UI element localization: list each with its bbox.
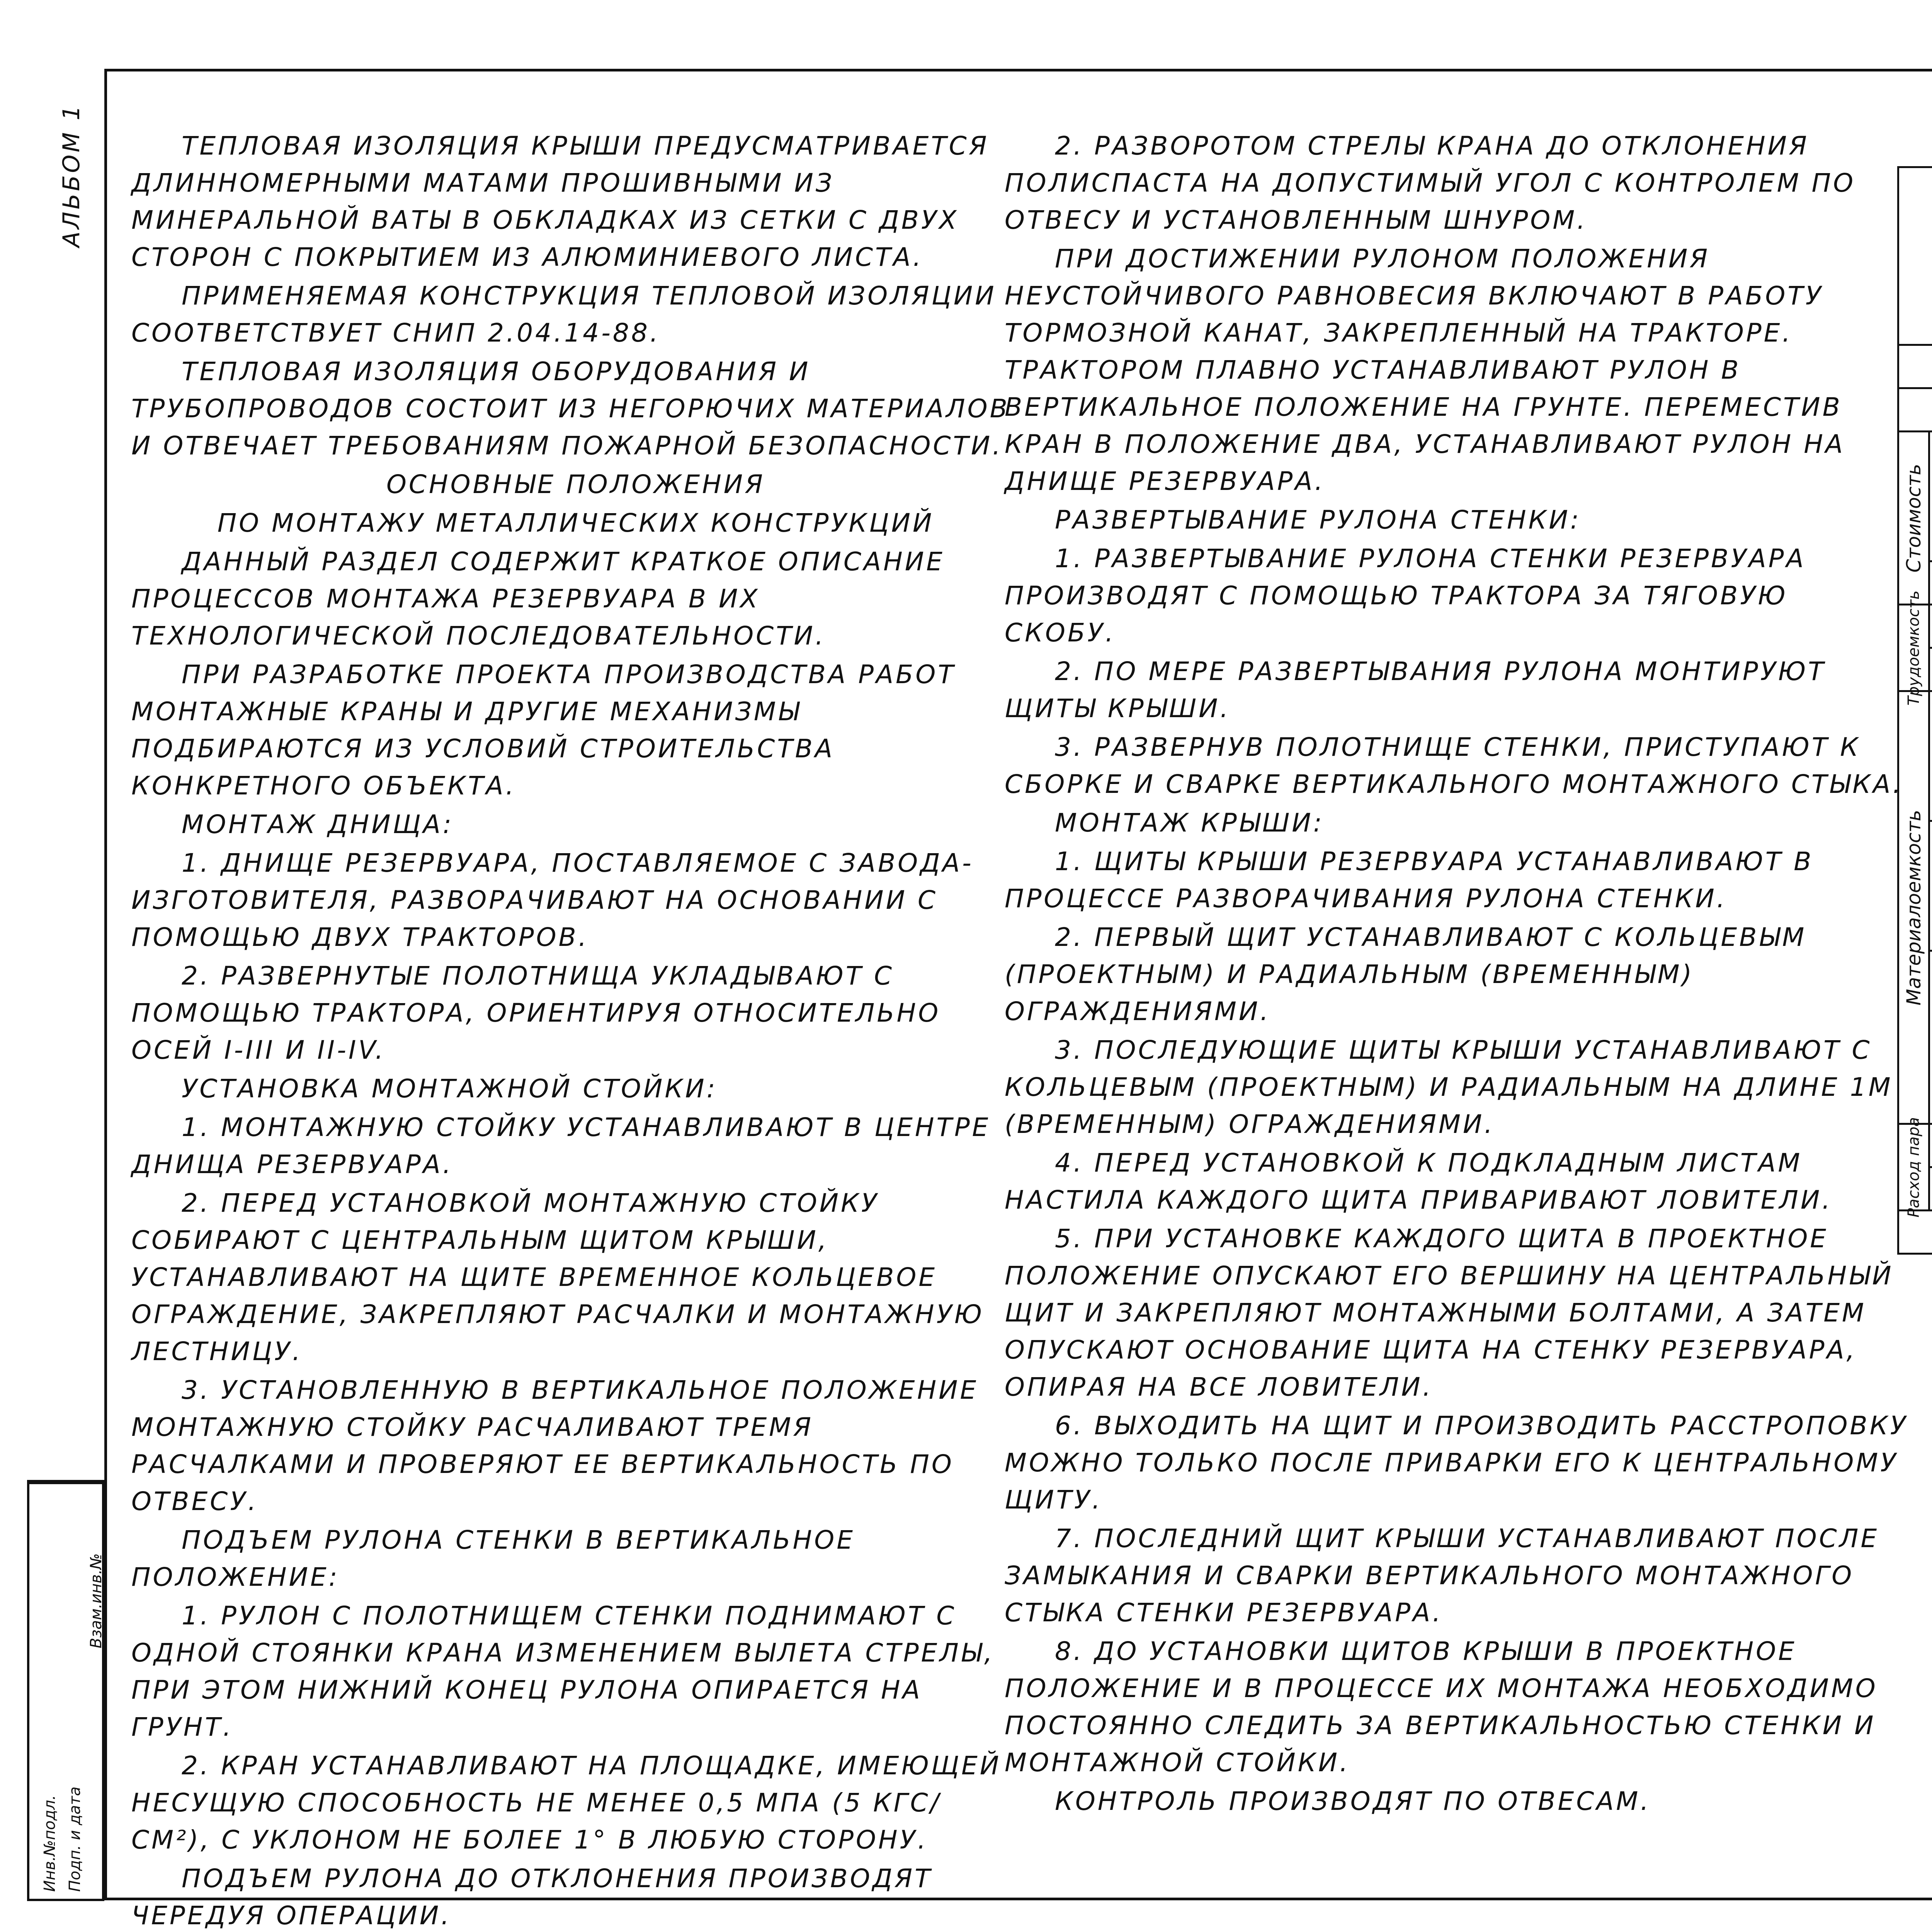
left-approval-stamp [27,1480,104,1901]
paragraph: 1. ЩИТЫ КРЫШИ РЕЗЕРВУАРА УСТАНАВЛИВАЮТ В ПРОЦЕССЕ РАЗВОРАЧИВАНИЯ РУЛОНА СТЕНКИ. [1005,847,1814,913]
header-name [1898,167,1932,345]
paragraph: 1. МОНТАЖНУЮ СТОЙКУ УСТАНАВЛИВАЮТ В ЦЕНТРЕ ДНИЩА РЕЗЕРВУАРА. [131,1112,991,1179]
stamp-podp-data: Подп. и дата [66,1786,84,1892]
text-column-left [131,128,1020,1932]
paragraph: 5. ПРИ УСТАНОВКЕ КАЖДОГО ЩИТА В ПРОЕКТНОЕ ПОЛОЖЕНИЕ ОПУСКАЮТ ЕГО ВЕРШИНУ НА ЦЕНТРАЛЬНЫЙ ЩИТ И ЗАКРЕПЛЯЮТ МОНТАЖНЫМИ БОЛТАМИ, А ЗАТЕМ ОПУСКАЮТ ОСНОВАНИЕ ЩИТА НА СТЕНКУ РЕЗЕРВУАРА, ОПИРАЯ НА ВСЕ ЛОВИТЕЛИ. [1005,1224,1894,1402]
paragraph: 2. ПЕРЕД УСТАНОВКОЙ МОНТАЖНУЮ СТОЙКУ СОБИРАЮТ С ЦЕНТРАЛЬНЫМ ЩИТОМ КРЫШИ, УСТАНАВЛИВАЮТ НА ЩИТЕ ВРЕМЕННОЕ КОЛЬЦЕВОЕ ОГРАЖДЕНИЕ, ЗАКРЕПЛЯЮТ РАСЧАЛКИ И МОНТАЖНУЮ ЛЕСТНИЦУ. [131,1188,984,1366]
row-steam-year [1929,1167,1932,1211]
row-steam-calc [1929,1124,1932,1167]
group-concrete [1929,951,1932,1124]
paragraph: ПОДЪЕМ РУЛОНА ДО ОТКЛОНЕНИЯ ПРОИЗВОДЯТ ЧЕРЕДУЯ ОПЕРАЦИИ. [131,1864,933,1930]
stamp-inv-podl: Инв.№подл. [41,1795,59,1892]
paragraph: КОНТРОЛЬ ПРОИЗВОДЯТ ПО ОТВЕСАМ. [1055,1786,1651,1816]
paragraph: 2. РАЗВЕРНУТЫЕ ПОЛОТНИЩА УКЛАДЫВАЮТ С ПОМОЩЬЮ ТРАКТОРА, ОРИЕНТИРУЯ ОТНОСИТЕЛЬНО ОСЕЙ I-III И II-IV. [131,961,941,1065]
text-column-right [1005,128,1909,1821]
group-steam: Расход пара [1898,1124,1929,1211]
paragraph: 3. УСТАНОВЛЕННУЮ В ВЕРТИКАЛЬНОЕ ПОЛОЖЕНИЕ МОНТАЖНУЮ СТОЙКУ РАСЧАЛИВАЮТ ТРЕМЯ РАСЧАЛКАМИ И ПРОВЕРЯЮТ ЕЕ ВЕРТИКАЛЬНОСТЬ ПО ОТВЕСУ. [131,1375,979,1516]
paragraph: 1. РАЗВЕРТЫВАНИЕ РУЛОНА СТЕНКИ РЕЗЕРВУАРА ПРОИЗВОДЯТ С ПОМОЩЬЮ ТРАКТОРА ЗА ТЯГОВУЮ СКОБУ. [1005,544,1806,648]
paragraph: 4. ПЕРЕД УСТАНОВКОЙ К ПОДКЛАДНЫМ ЛИСТАМ НАСТИЛА КАЖДОГО ЩИТА ПРИВАРИВАЮТ ЛОВИТЕЛИ. [1005,1148,1833,1215]
group-labor: Трудоемкость [1898,605,1929,691]
paragraph: МОНТАЖ КРЫШИ: [1055,808,1324,838]
paragraph: 7. ПОСЛЕДНИЙ ЩИТ КРЫШИ УСТАНАВЛИВАЮТ ПОСЛЕ ЗАМЫКАНИЯ И СВАРКИ ВЕРТИКАЛЬНОГО МОНТАЖНОГО СТЫКА СТЕНКИ РЕЗЕРВУАРА. [1005,1524,1879,1628]
table-row [1898,1124,1932,1167]
group-cost: Стоимость [1898,432,1929,605]
table-row [1898,691,1932,735]
paragraph: ПРИМЕНЯЕМАЯ КОНСТРУКЦИЯ ТЕПЛОВОЙ ИЗОЛЯЦИИ СООТВЕТСТВУЕТ СНИП 2.04.14-88. [131,281,997,348]
table-header-row [1898,167,1932,345]
paragraph: 2. ПО МЕРЕ РАЗВЕРТЫВАНИЯ РУЛОНА МОНТИРУЮТ ЩИТЫ КРЫШИ. [1005,656,1826,723]
table-row [1898,345,1932,388]
paragraph: УСТАНОВКА МОНТАЖНОЙ СТОЙКИ: [182,1074,718,1104]
paragraph: ПО МОНТАЖУ МЕТАЛЛИЧЕСКИХ КОНСТРУКЦИЙ [217,508,934,538]
paragraph: ПРИ ДОСТИЖЕНИИ РУЛОНОМ ПОЛОЖЕНИЯ НЕУСТОЙЧИВОГО РАВНОВЕСИЯ ВКЛЮЧАЮТ В РАБОТУ ТОРМОЗНОЙ КАНАТ, ЗАКРЕПЛЕННЫЙ НА ТРАКТОРЕ. ТРАКТОРОМ ПЛАВНО УСТАНАВЛИВАЮТ РУЛОН В ВЕРТИКАЛЬНОЕ ПОЛОЖЕНИЕ НА ГРУНТЕ. ПЕРЕМЕСТИВ КРАН В ПОЛОЖЕНИЕ ДВА, УСТАНАВЛИВАЮТ РУЛОН НА ДНИЩЕ РЕЗЕРВУАРА. [1005,244,1845,496]
paragraph: ПОДЪЕМ РУЛОНА СТЕНКИ В ВЕРТИКАЛЬНОЕ ПОЛОЖЕНИЕ: [131,1525,855,1592]
row-unit-capacity [1898,345,1932,388]
row-cost-cond [1929,561,1932,605]
paragraph: ТЕПЛОВАЯ ИЗОЛЯЦИЯ ОБОРУДОВАНИЯ И ТРУБОПРОВОДОВ СОСТОИТ ИЗ НЕГОРЮЧИХ МАТЕРИАЛОВ И ОТВЕЧАЕТ ТРЕБОВАНИЯМ ПОЖАРНОЙ БЕЗОПАСНОСТИ. [131,357,1010,461]
paragraph: 1. РУЛОН С ПОЛОТНИЩЕМ СТЕНКИ ПОДНИМАЮТ С ОДНОЙ СТОЯНКИ КРАНА ИЗМЕНЕНИЕМ ВЫЛЕТА СТРЕЛЫ, ПРИ ЭТОМ НИЖНИЙ КОНЕЦ РУЛОНА ОПИРАЕТСЯ НА ГРУНТ. [131,1601,995,1742]
paragraph: МОНТАЖ ДНИЩА: [182,810,454,839]
stamp-vzam-inv: Взам.инв.№ [87,1553,105,1648]
group-cost-sub [1929,432,1932,561]
paragraph: ТЕПЛОВАЯ ИЗОЛЯЦИЯ КРЫШИ ПРЕДУСМАТРИВАЕТСЯ ДЛИННОМЕРНЫМИ МАТАМИ ПРОШИВНЫМИ ИЗ МИНЕРАЛЬНОЙ ВАТЫ В ОБКЛАДКАХ ИЗ СЕТКИ С ДВУХ СТОРОН С ПОКРЫТИЕМ ИЗ АЛЮМИНИЕВОГО ЛИСТА. [131,131,989,272]
table-row [1898,388,1932,432]
paragraph: ДАННЫЙ РАЗДЕЛ СОДЕРЖИТ КРАТКОЕ ОПИСАНИЕ ПРОЦЕССОВ МОНТАЖА РЕЗЕРВУАРА В ИХ ТЕХНОЛОГИЧЕСКОЙ ПОСЛЕДОВАТЕЛЬНОСТИ. [131,547,945,651]
paragraph: ПРИ РАЗРАБОТКЕ ПРОЕКТА ПРОИЗВОДСТВА РАБОТ МОНТАЖНЫЕ КРАНЫ И ДРУГИЕ МЕХАНИЗМЫ ПОДБИРАЮТСЯ ИЗ УСЛОВИЙ СТРОИТЕЛЬСТВА КОНКРЕТНОГО ОБЪЕКТА. [131,660,956,801]
group-steel [1929,821,1932,951]
paragraph: 2. ПЕРВЫЙ ЩИТ УСТАНАВЛИВАЮТ С КОЛЬЦЕВЫМ (ПРОЕКТНЫМ) И РАДИАЛЬНЫМ (ВРЕМЕННЫМ) ОГРАЖДЕНИЯМИ. [1005,922,1807,1026]
paragraph: 2. КРАН УСТАНАВЛИВАЮТ НА ПЛОЩАДКЕ, ИМЕЮЩЕЙ НЕСУЩУЮ СПОСОБНОСТЬ НЕ МЕНЕЕ 0,5 МПА (5 КГС/СМ²), С УКЛОНОМ НЕ БОЛЕЕ 1° В ЛЮБУЮ СТОРОНУ. [131,1751,1002,1855]
group-cement [1929,691,1932,821]
table-row [1898,605,1932,648]
indicators-table [1897,166,1932,1255]
table-title [1920,102,1932,129]
row-labor-norm [1929,605,1932,648]
paragraph: 2. РАЗВОРОТОМ СТРЕЛЫ КРАНА ДО ОТКЛОНЕНИЯ ПОЛИСПАСТА НА ДОПУСТИМЫЙ УГОЛ С КОНТРОЛЕМ ПО ОТВЕСУ И УСТАНОВЛЕННЫМ ШНУРОМ. [1005,131,1856,235]
paragraph: 6. ВЫХОДИТЬ НА ЩИТ И ПРОИЗВОДИТЬ РАССТРОПОВКУ МОЖНО ТОЛЬКО ПОСЛЕ ПРИВАРКИ ЕГО К ЦЕНТРАЛЬНОМУ ЩИТУ. [1005,1411,1908,1515]
album-label: АЛЬБОМ 1 [58,103,85,247]
row-capacity [1898,388,1932,432]
row-labor-site [1929,648,1932,691]
table-row [1898,432,1932,475]
paragraph: 1. ДНИЩЕ РЕЗЕРВУАРА, ПОСТАВЛЯЕМОЕ С ЗАВОДА-ИЗГОТОВИТЕЛЯ, РАЗВОРАЧИВАЮТ НА ОСНОВАНИИ С ПОМОЩЬЮ ДВУХ ТРАКТОРОВ. [131,848,974,952]
paragraph: 3. РАЗВЕРНУВ ПОЛОТНИЩЕ СТЕНКИ, ПРИСТУПАЮТ К СБОРКЕ И СВАРКЕ ВЕРТИКАЛЬНОГО МОНТАЖНОГО СТЫКА. [1005,732,1903,799]
paragraph: 3. ПОСЛЕДУЮЩИЕ ЩИТЫ КРЫШИ УСТАНАВЛИВАЮТ С КОЛЬЦЕВЫМ (ПРОЕКТНЫМ) И РАДИАЛЬНЫМ НА ДЛИНЕ 1М (ВРЕМЕННЫМ) ОГРАЖДЕНИЯМИ. [1005,1035,1893,1139]
paragraph: 8. ДО УСТАНОВКИ ЩИТОВ КРЫШИ В ПРОЕКТНОЕ ПОЛОЖЕНИЕ И В ПРОЦЕССЕ ИХ МОНТАЖА НЕОБХОДИМО ПОСТОЯННО СЛЕДИТЬ ЗА ВЕРТИКАЛЬНОСТЬЮ СТЕНКИ И МОНТАЖНОЙ СТОЙКИ. [1005,1636,1878,1777]
paragraph: РАЗВЕРТЫВАНИЕ РУЛОНА СТЕНКИ: [1055,505,1582,535]
group-material: Материалоемкость [1898,691,1929,1124]
paragraph: ОСНОВНЫЕ ПОЛОЖЕНИЯ [386,469,765,499]
